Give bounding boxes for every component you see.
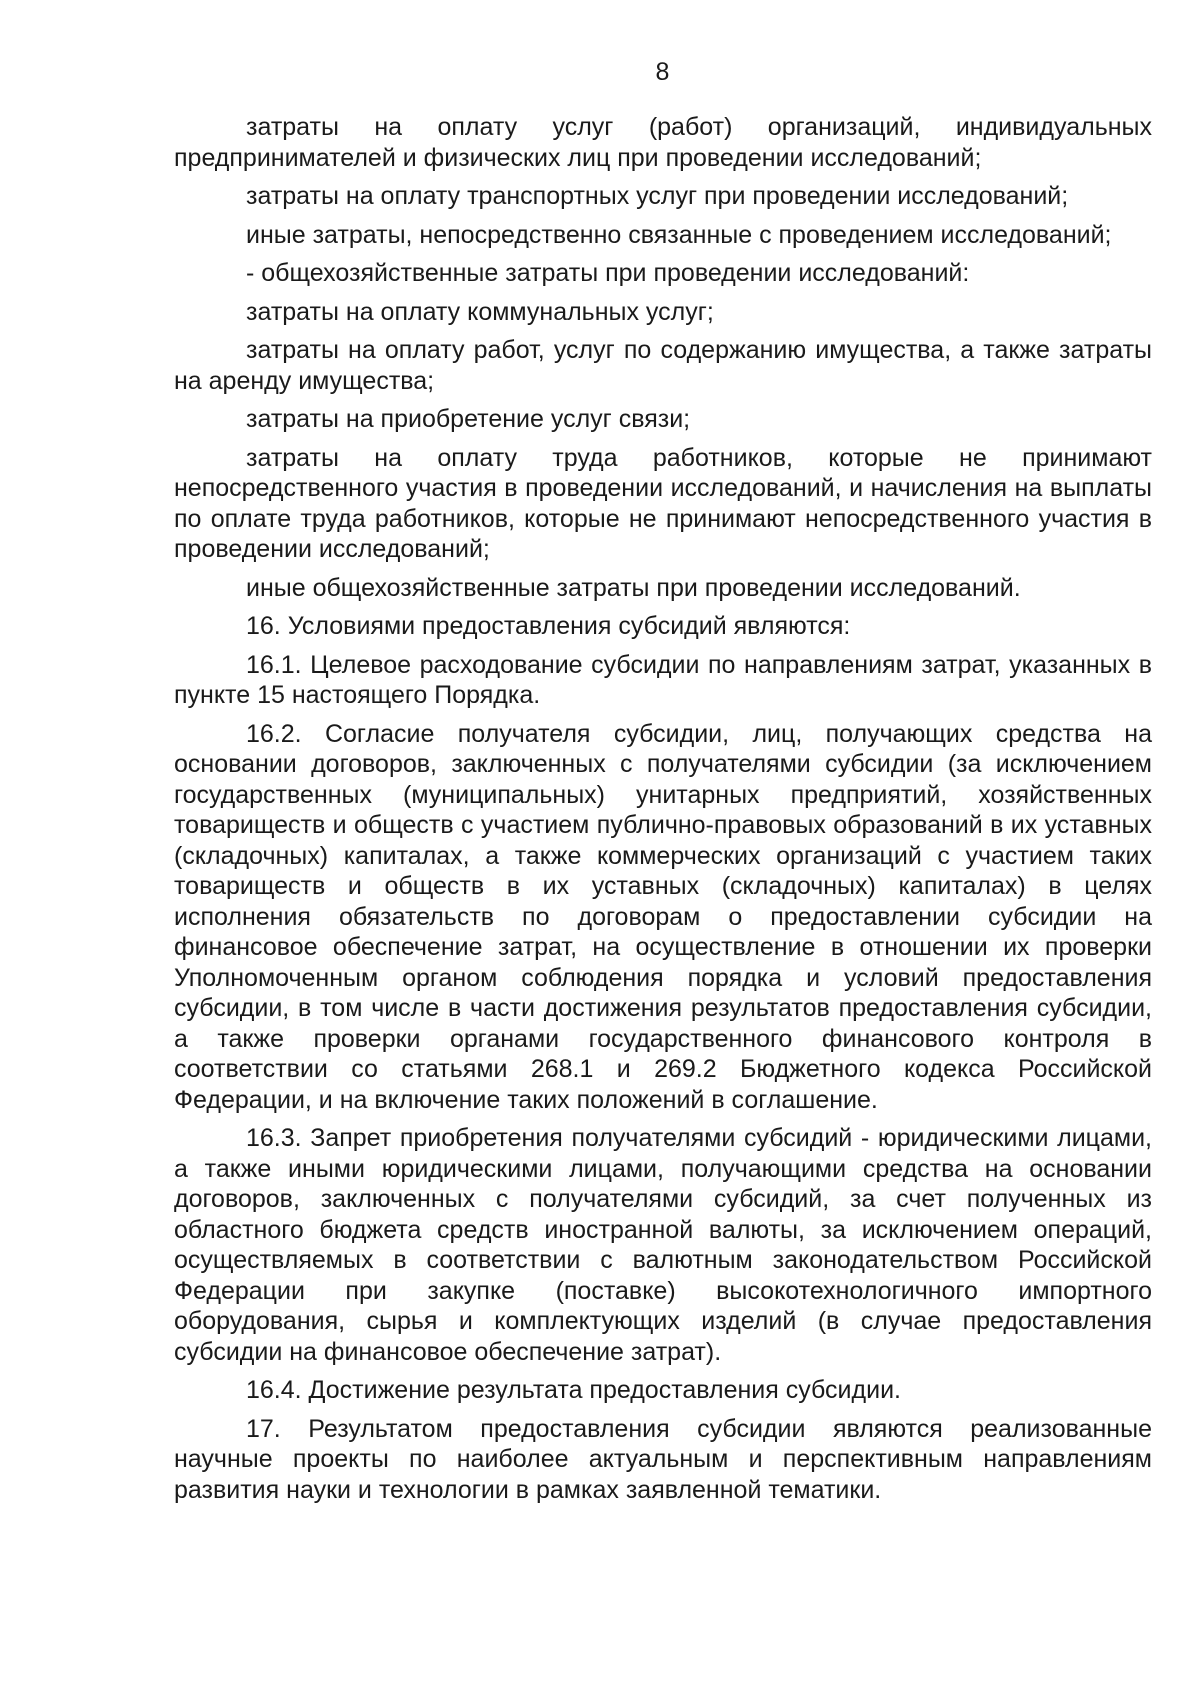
paragraph: затраты на оплату труда работников, которые не принимают непосредственного участия в проведении исследований, и начисления на выплаты по оплате труда работников, которые не принимают непосредственного участия в проведении исследований; (174, 443, 1152, 563)
document-body (174, 112, 1152, 1513)
clause-16-1: 16.1. Целевое расходование субсидии по направлениям затрат, указанных в пункте 15 настоящего Порядка. (174, 650, 1152, 709)
page-number: 8 (655, 58, 670, 86)
clause-17: 17. Результатом предоставления субсидии являются реализованные научные проекты по наиболее актуальным и перспективным направлениям развития науки и технологии в рамках заявленной тематики. (174, 1414, 1152, 1504)
paragraph: затраты на оплату работ, услуг по содержанию имущества, а также затраты на аренду имущества; (174, 336, 1152, 395)
section-heading-16: 16. Условиями предоставления субсидий являются: (246, 612, 851, 640)
paragraph: иные затраты, непосредственно связанные с проведением исследований; (246, 220, 1112, 249)
paragraph: затраты на приобретение услуг связи; (246, 405, 691, 433)
paragraph: затраты на оплату услуг (работ) организаций, индивидуальных предпринимателей и физических лиц при проведении исследований; (174, 113, 1152, 172)
paragraph: - общехозяйственные затраты при проведении исследований: (246, 259, 970, 287)
clause-16-4: 16.4. Достижение результата предоставления субсидии. (246, 1376, 901, 1404)
paragraph: затраты на оплату транспортных услуг при проведении исследований; (246, 182, 1069, 210)
clause-16-2: 16.2. Согласие получателя субсидии, лиц, получающих средства на основании договоров, заключенных с получателями субсидии (за исключением государственных (муниципальных) унитарных предприятий, хозяйственных товариществ и обществ с участием публично-правовых образований в их уставных (складочных) капиталах, а также коммерческих организаций с участием таких товариществ и обществ в их уставных (складочных) капиталах) в целях исполнения обязательств по договорам о предоставлении субсидии на финансовое обеспечение затрат, на осуществление в отношении их проверки Уполномоченным органом соблюдения порядка и условий предоставления субсидии, в том числе в части достижения результатов предоставления субсидии, а также проверки органами государственного финансового контроля в соответствии со статьями 268.1 и 269.2 Бюджетного кодекса Российской Федерации, и на включение таких положений в соглашение. (174, 719, 1152, 1114)
clause-16-3: 16.3. Запрет приобретения получателями субсидий - юридическими лицами, а также иными юридическими лицами, получающими средства на основании договоров, заключенных с получателями субсидий, за счет полученных из областного бюджета средств иностранной валюты, за исключением операций, осуществляемых в соответствии с валютным законодательством Российской Федерации при закупке (поставке) высокотехнологичного импортного оборудования, сырья и комплектующих изделий (в случае предоставления субсидии на финансовое обеспечение затрат). (174, 1124, 1152, 1366)
paragraph: затраты на оплату коммунальных услуг; (246, 297, 714, 326)
paragraph: иные общехозяйственные затраты при проведении исследований. (246, 573, 1021, 602)
